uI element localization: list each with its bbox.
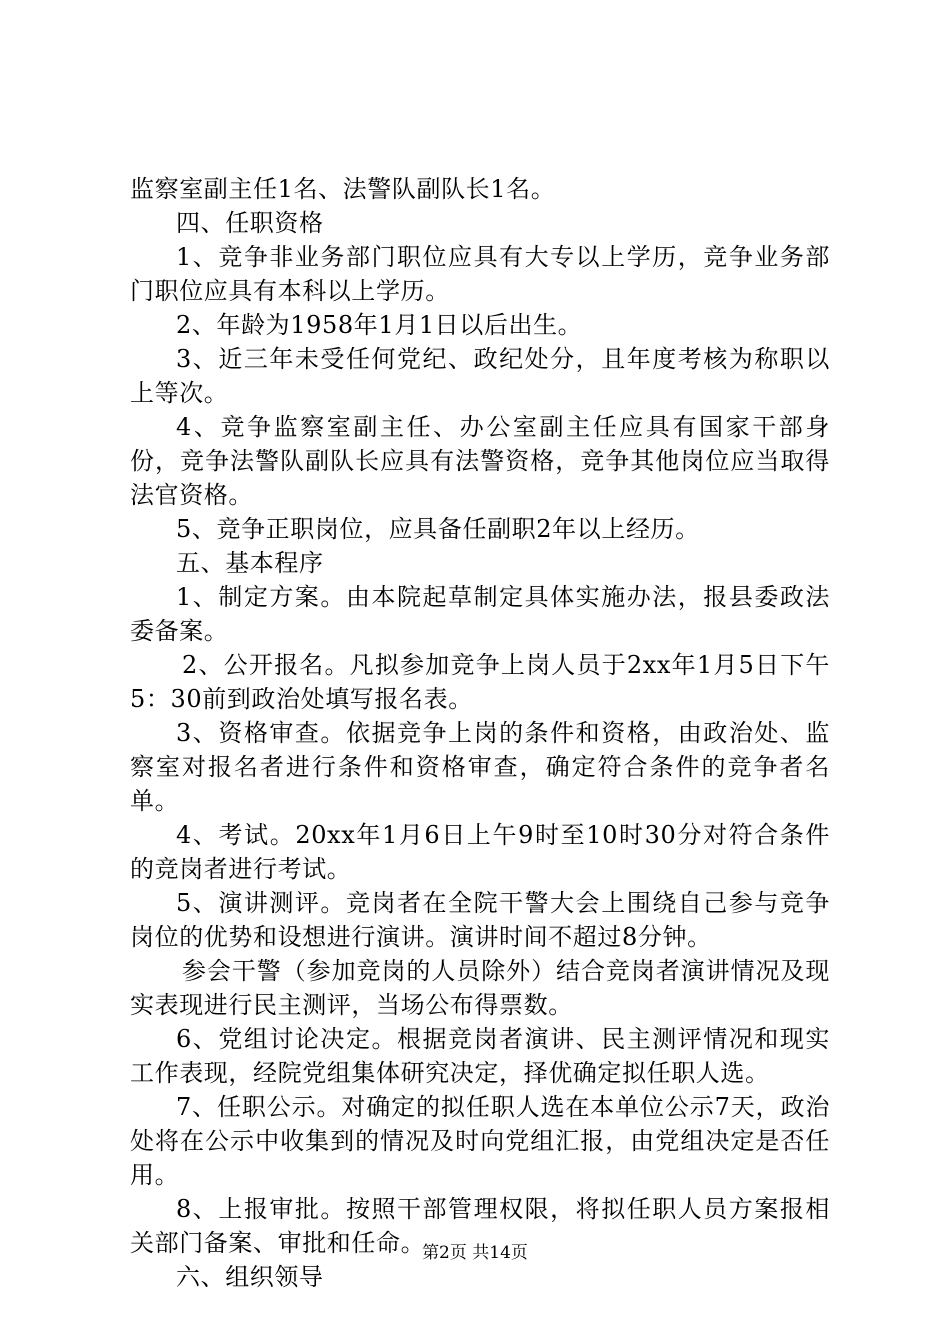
paragraph-15: 6、党组讨论决定。根据竞岗者演讲、民主测评情况和现实工作表现，经院党组集体研究决定，择优确定拟任职人选。 — [130, 1025, 830, 1087]
section-heading-leadership: 六、组织领导 — [176, 1263, 324, 1291]
paragraph-3: 1、竞争非业务部门职位应具有大专以上学历，竞争业务部门职位应具有本科以上学历。 — [130, 243, 830, 305]
paragraph-5: 3、近三年未受任何党纪、政纪处分，且年度考核为称职以上等次。 — [130, 345, 830, 407]
section-heading-procedure: 五、基本程序 — [176, 549, 324, 577]
paragraph-4: 2、年龄为1958年1月1日以后出生。 — [176, 311, 583, 339]
paragraph-14: 参会干警（参加竞岗的人员除外）结合竞岗者演讲情况及现实表现进行民主测评，当场公布得票数。 — [130, 957, 830, 1019]
paragraph-17: 8、上报审批。按照干部管理权限，将拟任职人员方案报相关部门备案、审批和任命。 — [130, 1195, 830, 1257]
paragraph-1: 监察室副主任1名、法警队副队长1名。 — [130, 175, 556, 203]
paragraph-7: 5、竞争正职岗位，应具备任副职2年以上经历。 — [176, 515, 700, 543]
page-number-label: 第2页 共14页 — [422, 1243, 528, 1263]
paragraph-9: 1、制定方案。由本院起草制定具体实施办法，报县委政法委备案。 — [130, 583, 830, 645]
paragraph-11: 3、资格审查。依据竞争上岗的条件和资格，由政治处、监察室对报名者进行条件和资格审查，确定符合条件的竞争者名单。 — [130, 719, 830, 815]
document-body — [130, 172, 830, 1294]
page-footer — [0, 1242, 950, 1264]
paragraph-16: 7、任职公示。对确定的拟任职人选在本单位公示7天，政治处将在公示中收集到的情况及时向党组汇报，由党组决定是否任用。 — [130, 1093, 830, 1189]
paragraph-6: 4、竞争监察室副主任、办公室副主任应具有国家干部身份，竞争法警队副队长应具有法警资格，竞争其他岗位应当取得法官资格。 — [130, 413, 830, 509]
paragraph-10: 2、公开报名。凡拟参加竞争上岗人员于2xx年1月5日下午5：30前到政治处填写报名表。 — [130, 651, 830, 713]
paragraph-12: 4、考试。20xx年1月6日上午9时至10时30分对符合条件的竞岗者进行考试。 — [130, 821, 830, 883]
paragraph-13: 5、演讲测评。竞岗者在全院干警大会上围绕自己参与竞争岗位的优势和设想进行演讲。演讲时间不超过8分钟。 — [130, 889, 830, 951]
section-heading-qualifications: 四、任职资格 — [176, 209, 324, 237]
